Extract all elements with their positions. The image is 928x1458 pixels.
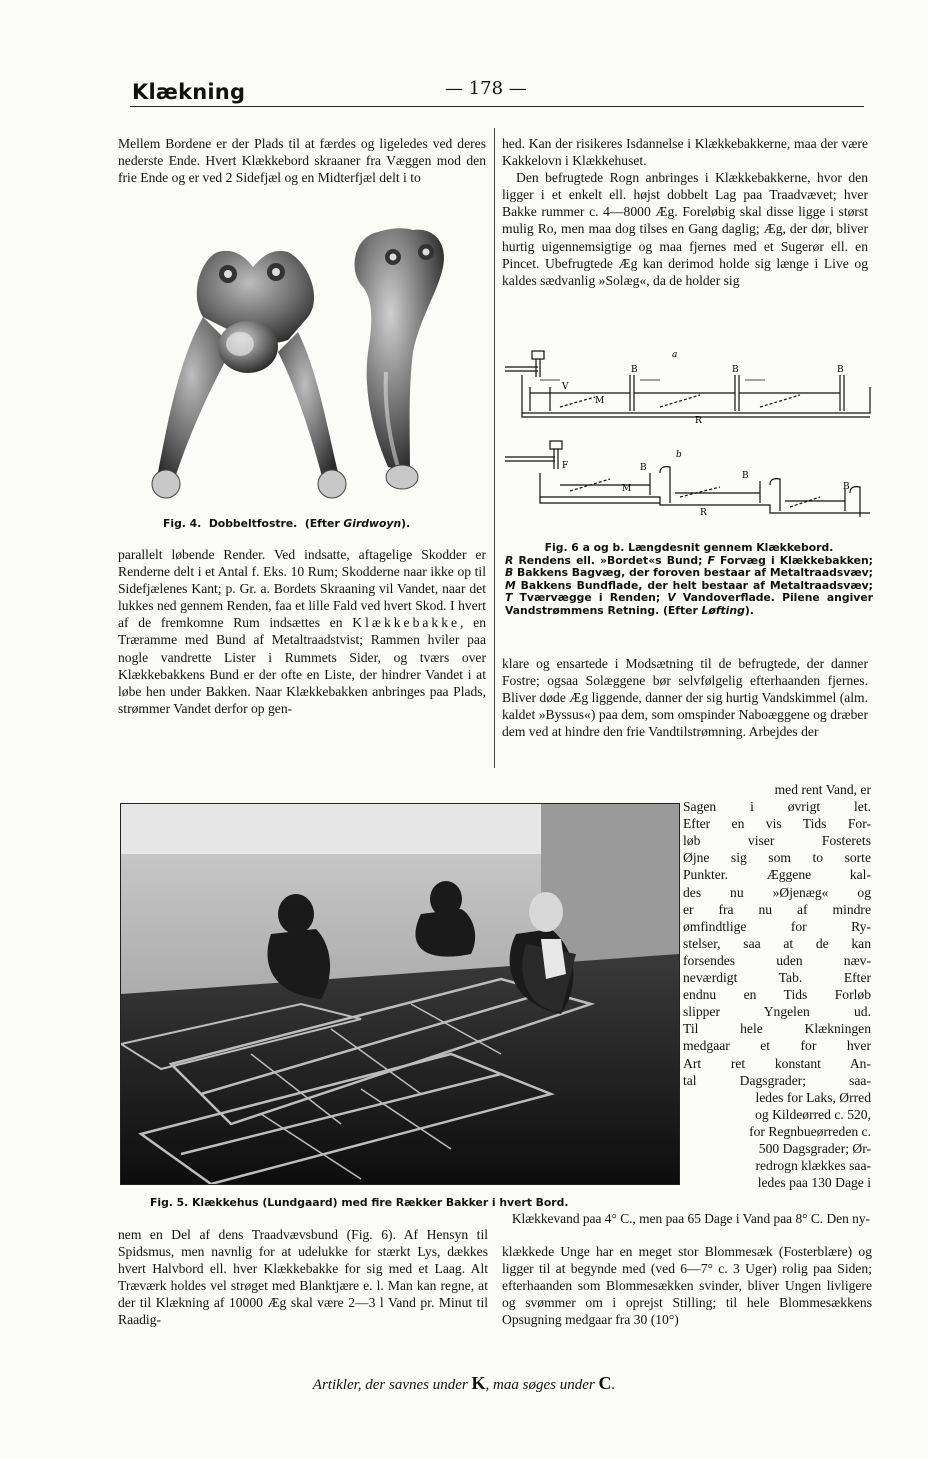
fig6-hatchery-section-diagram — [500, 345, 880, 530]
side-line: Øjne sig som to sorte — [683, 850, 871, 866]
side-line: ledes for Laks, Ørred — [755, 1089, 871, 1105]
side-line: medgaar et for hver — [683, 1038, 871, 1054]
term-klaekkebakke: Klækkebakke — [352, 615, 461, 631]
col2-top-text: hed. Kan der risikeres Isdannelse i Klækkebakkerne, maa der være Kakkelovn i Klækkehuset. Den befrugtede Rogn anbringes i Klækkebakkerne, hvor den ligger i et enkelt ell. højst dobbelt Lag paa Traadvævet; hver Bakke rummer c. 4—8000 Æg. Foreløbig skal disse ligge i størst mulig Ro, men maa dog tilses en Gang daglig; Æg, der dør, bliver hurtig uigennemsigtige og maa fjernes med et Sugerør ell. en Pincet. Ubefrugtede Æg kan derimod holde sig længe i Live og kaldes sædvanlig »Solæg«, da de holder sig — [502, 136, 868, 288]
fig6-label-B3: B — [837, 365, 844, 375]
fig6-label-V1: V — [562, 382, 569, 392]
col2-mid-text: klare og ensartede i Modsætning til de befrugtede, der danner Fostre; ogsaa Solæggene bør selvfølgelig efterhaanden fjernes. Bliver døde Æg liggende, danner der sig hurtig Vandskimmel (alm. kaldet »Byssus«) paa dem, som omspinder Naboæggene og dræber dem ved at hindre den frie Vandtilstrømning. Arbejdes der — [502, 656, 868, 740]
fig6a — [505, 351, 870, 417]
fig6a-label: a — [672, 350, 678, 360]
fig5-caption: Fig. 5. Klækkehus (Lundgaard) med fire Rækker Bakker i hvert Bord. — [150, 1196, 569, 1209]
fig6-label-B2: B — [732, 365, 739, 375]
fig6b — [505, 441, 870, 517]
side-line: for Regnbueørreden c. — [749, 1123, 871, 1139]
side-line: Efter en vis Tids For- — [683, 816, 871, 832]
side-line: er fra nu af mindre — [683, 901, 871, 917]
fig6-label-B6: B — [843, 482, 850, 492]
side-line: og Kildeørred c. 520, — [755, 1106, 871, 1122]
page-number: — 178 — — [445, 78, 527, 99]
fig6-caption: Fig. 6 a og b. Længdesnit gennem Klækkebord. R Rendens ell. »Bordet«s Bund; F Forvæg i Klækkebakken; B Bakkens Bagvæg, der foroven bestaar af Metaltraadsvæv; M Bakkens Bundflade, der helt bestaar af Metaltraadsvæv; T Tværvægge i Renden; V Vandoverflade. Pilene angiver Vandstrømmens Retning. (Efter Løfting). — [505, 541, 873, 617]
fig6-label-R2: R — [700, 508, 707, 518]
fig6-label-B1: B — [631, 365, 638, 375]
side-line: des nu »Øjenæg« og — [683, 884, 871, 900]
side-line: ledes paa 130 Dage i — [757, 1175, 871, 1191]
side-line: redrogn klækkes saa- — [755, 1158, 871, 1174]
fig6-label-M2: M — [622, 484, 632, 494]
page-header-title: Klækning — [132, 80, 246, 104]
side-text-block — [683, 781, 871, 1191]
side-line: 500 Dagsgrader; Ør- — [758, 1140, 871, 1156]
fig4-double-embryo-illustration — [148, 222, 478, 510]
side-line: endnu en Tids Forløb — [683, 987, 871, 1003]
embryo-front-view — [152, 251, 346, 498]
side-line: neværdigt Tab. Efter — [683, 970, 871, 986]
side-line: ømfindtlige for Ry- — [683, 918, 871, 934]
side-line: stelser, saa at de kan — [683, 935, 871, 951]
col1-top-text: Mellem Bordene er der Plads til at færdes og ligeledes ved deres nederste Ende. Hvert Klækkebord skraaner fra Væggen mod den frie Ende og er ved 2 Sidefjæl og en Midterfjæl delt i to — [118, 136, 486, 186]
column-divider — [494, 128, 495, 768]
side-line: Sagen i øvrigt let. — [683, 799, 871, 815]
side-line: forsendes uden næv- — [683, 952, 871, 968]
fig6-label-F: F — [562, 461, 569, 471]
side-line-final: Klækkevand paa 4° C., men paa 65 Dage i Vand paa 8° C. Den ny- — [511, 1211, 870, 1226]
side-line: Punkter. Æggene kal- — [683, 867, 871, 883]
fig6b-label: b — [676, 450, 682, 460]
side-line: med rent Vand, er — [774, 782, 871, 797]
side-line: slipper Yngelen ud. — [683, 1004, 871, 1020]
col2-bottom-text: klækkede Unge har en meget stor Blommesæk (Fosterblære) og ligger til at begynde med (ved 6—7° c. 3 Uger) rolig paa Siden; efterhaanden som Blommesækken svinder, bliver Ungen livligere og svømmer om i oprejst Stilling; til hele Blommesækkens Opsugning medgaar fra 30 (10°) — [502, 1244, 872, 1328]
fig6-label-R1: R — [695, 416, 702, 426]
header-rule — [130, 106, 864, 107]
side-line: tal Dagsgrader; saa- — [683, 1072, 871, 1088]
col1-bottom-text: nem en Del af dens Traadvævsbund (Fig. 6). Af Hensyn til Spidsmus, men navnlig for at udelukke for stærkt Lys, dækkes hvert Halvbord ell. hver Klækkebakke for sig med et Laag. Alt Træværk holdes vel strøget med Blanktjære e. l. Man kan regne, at der til Klækning af 10000 Æg skal være 2—3 l Vand pr. Minut til Raadig- — [118, 1227, 488, 1328]
fig4-caption: Fig. 4. Dobbeltfostre. (Efter Girdwoyn). — [163, 517, 411, 530]
embryo-side-view — [355, 228, 444, 489]
fig6-label-B5: B — [742, 471, 749, 481]
fig6-label-B4: B — [640, 463, 647, 473]
fig5-photo — [120, 803, 680, 1185]
col1-mid-text: parallelt løbende Render. Ved indsatte, aftagelige Skodder er Renderne delt i et Antal f. Eks. 10 Rum; Skodderne naar ikke op til Sidefjælenes Kant; p. Gr. a. Bordets Skraaning vil Vandet, naar det lukkes ned gennem Renden, faa et lille Fald ved hvert Skod. I hvert af de fremkomne Rum indsættes en Klækkebakke, en Træramme med Bund af Metaltraadstvist; Rammen hviler paa nogle vandrette Lister i Rummets Sider, og tværs over Klækkebakkens Bund er der ofte en Liste, der hindrer Vandet i at løbe hen under Bakken. Naar Klækkebakken anbringes paa Plads, strømmer Vandet derfor op gen- — [118, 547, 486, 716]
side-line: Til hele Klækningen — [683, 1021, 871, 1037]
col2-bottom-first — [502, 1210, 872, 1227]
fig5-hatchery-photo — [121, 804, 679, 1184]
footer-note: Artikler, der savnes under K, maa søges under C. — [312, 1373, 616, 1393]
side-line: løb viser Fosterets — [683, 833, 871, 849]
fig6-label-M: M — [595, 396, 605, 406]
side-line: Art ret konstant An- — [683, 1055, 871, 1071]
